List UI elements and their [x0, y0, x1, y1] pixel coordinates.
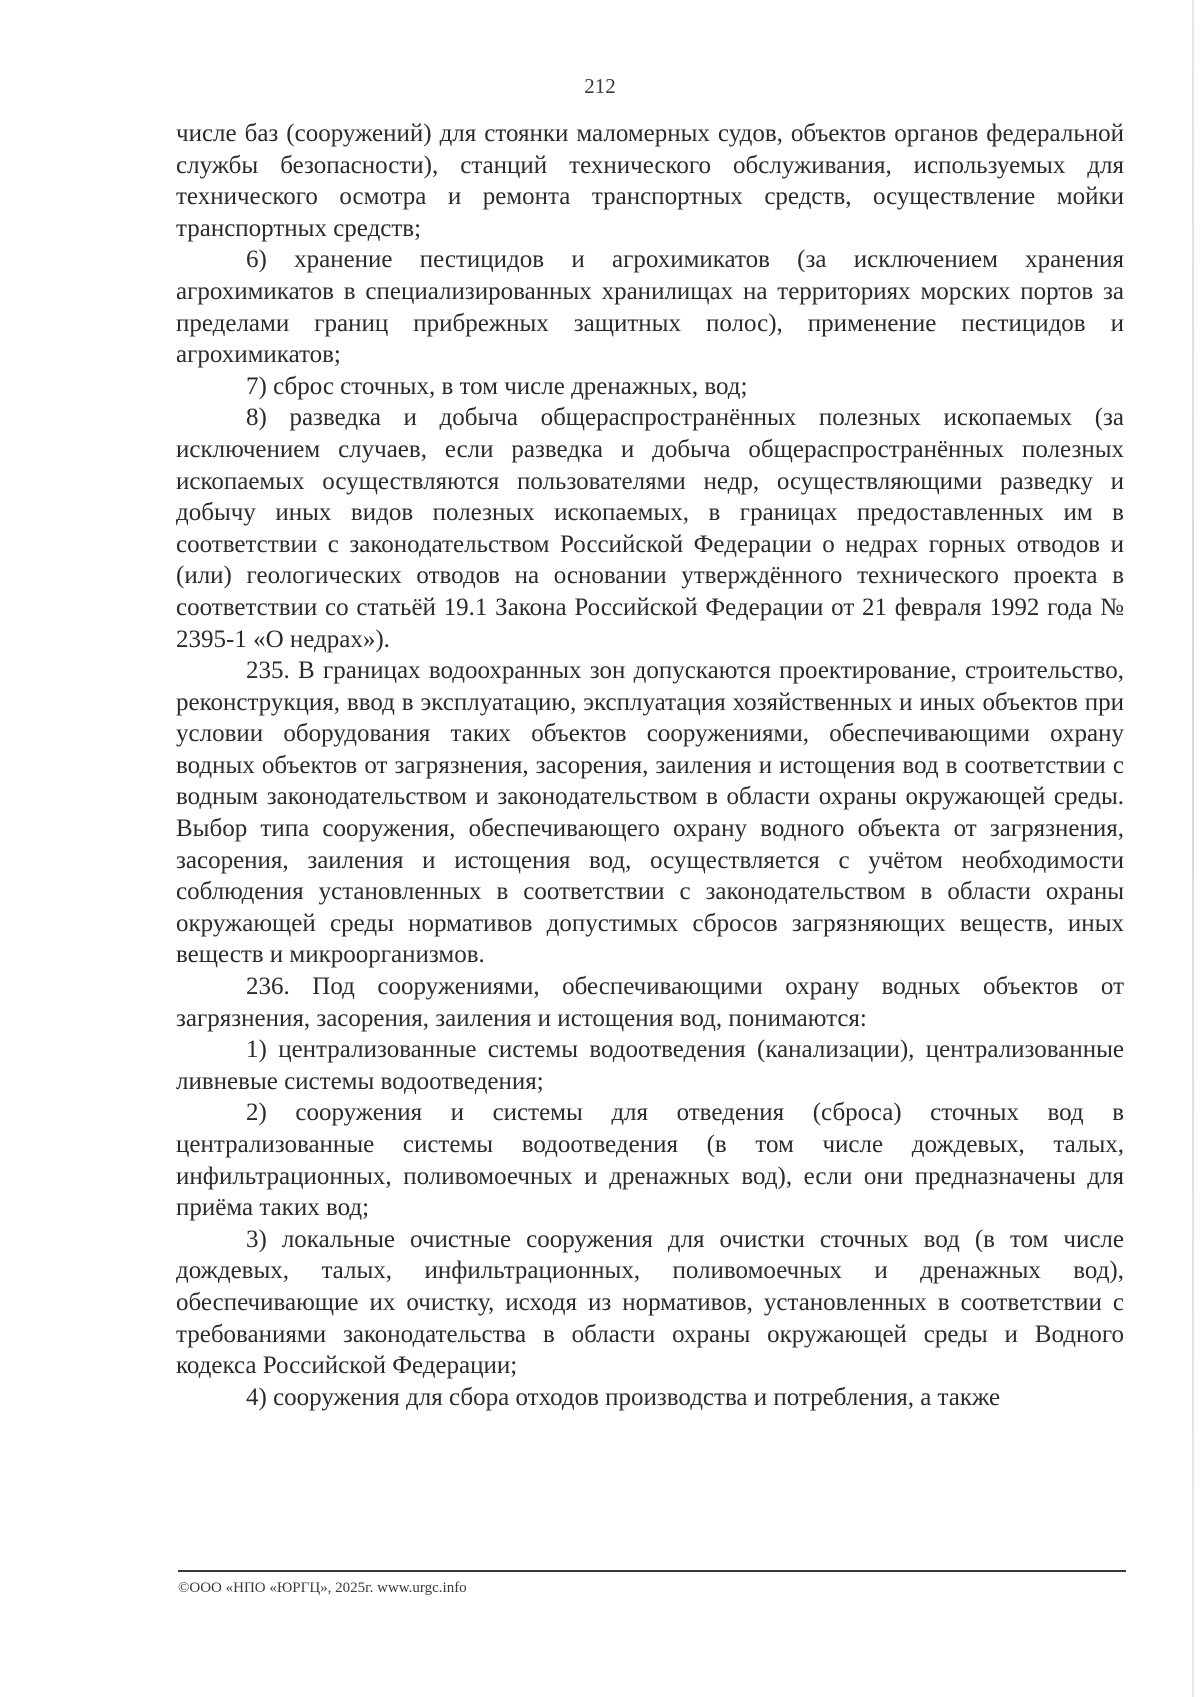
list-item-6: 6) хранение пестицидов и агрохимикатов (за исключением хранения агрохимикатов в специализированных хранилищах на территориях морских портов за пределами границ прибрежных защитных полос), применение пестицидов и агрохимикатов; — [176, 246, 1124, 369]
list-item-8: 8) разведка и добыча общераспространённых полезных ископаемых (за исключением случаев, если разведка и добыча общераспространённых полезных ископаемых осуществляются пользователями недр, осуществляющими разведку и добычу иных видов полезных ископаемых, в границах предоставленных им в соответствии с законодательством Российской Федерации о недрах горных отводов и (или) геологических отводов на основании утверждённого технического проекта в соответствии со статьёй 19.1 Закона Российской Федерации от 21 февраля 1992 года № 2395-1 «О недрах»). — [176, 404, 1124, 653]
list-item-3: 3) локальные очистные сооружения для очистки сточных вод (в том числе дождевых, талых, инфильтрационных, поливомоечных и дренажных вод), обеспечивающие их очистку, исходя из нормативов, установленных в соответствии с требованиями законодательства в области охраны окружающей среды и Водного кодекса Российской Федерации; — [176, 1225, 1124, 1380]
list-item-7: 7) сброс сточных, в том числе дренажных, вод; — [246, 372, 748, 400]
clause-236: 236. Под сооружениями, обеспечивающими охрану водных объектов от загрязнения, засорения, заиления и истощения вод, понимаются: — [176, 973, 1124, 1032]
footer-copyright: ©ООО «НПО «ЮРГЦ», 2025г. www.urgc.info — [178, 1580, 467, 1596]
list-item-4: 4) сооружения для сбора отходов производства и потребления, а также — [246, 1383, 1001, 1411]
scan-edge-artifact — [1192, 0, 1194, 1697]
list-item-1: 1) централизованные системы водоотведения (канализации), централизованные ливневые системы водоотведения; — [176, 1036, 1124, 1095]
list-item-2: 2) сооружения и системы для отведения (сброса) сточных вод в централизованные системы водоотведения (в том числе дождевых, талых, инфильтрационных, поливомоечных и дренажных вод), если они предназначены для приёма таких вод; — [176, 1099, 1124, 1222]
paragraph-continuation: числе баз (сооружений) для стоянки маломерных судов, объектов органов федеральной службы безопасности), станций технического обслуживания, используемых для технического осмотра и ремонта транспортных средств, осуществление мойки транспортных средств; — [176, 120, 1124, 242]
document-body — [176, 118, 1124, 1413]
footer-divider — [178, 1570, 1126, 1572]
clause-235: 235. В границах водоохранных зон допускаются проектирование, строительство, реконструкция, ввод в эксплуатацию, эксплуатация хозяйственных и иных объектов при условии оборудования таких объектов сооружениями, обеспечивающими охрану водных объектов от загрязнения, засорения, заиления и истощения вод в соответствии с водным законодательством и законодательством в области охраны окружающей среды. Выбор типа сооружения, обеспечивающего охрану водного объекта от загрязнения, засорения, заиления и истощения вод, осуществляется с учётом необходимости соблюдения установленных в соответствии с законодательством в области охраны окружающей среды нормативов допустимых сбросов загрязняющих веществ, иных веществ и микроорганизмов. — [176, 657, 1124, 969]
page-number: 212 — [584, 74, 616, 98]
